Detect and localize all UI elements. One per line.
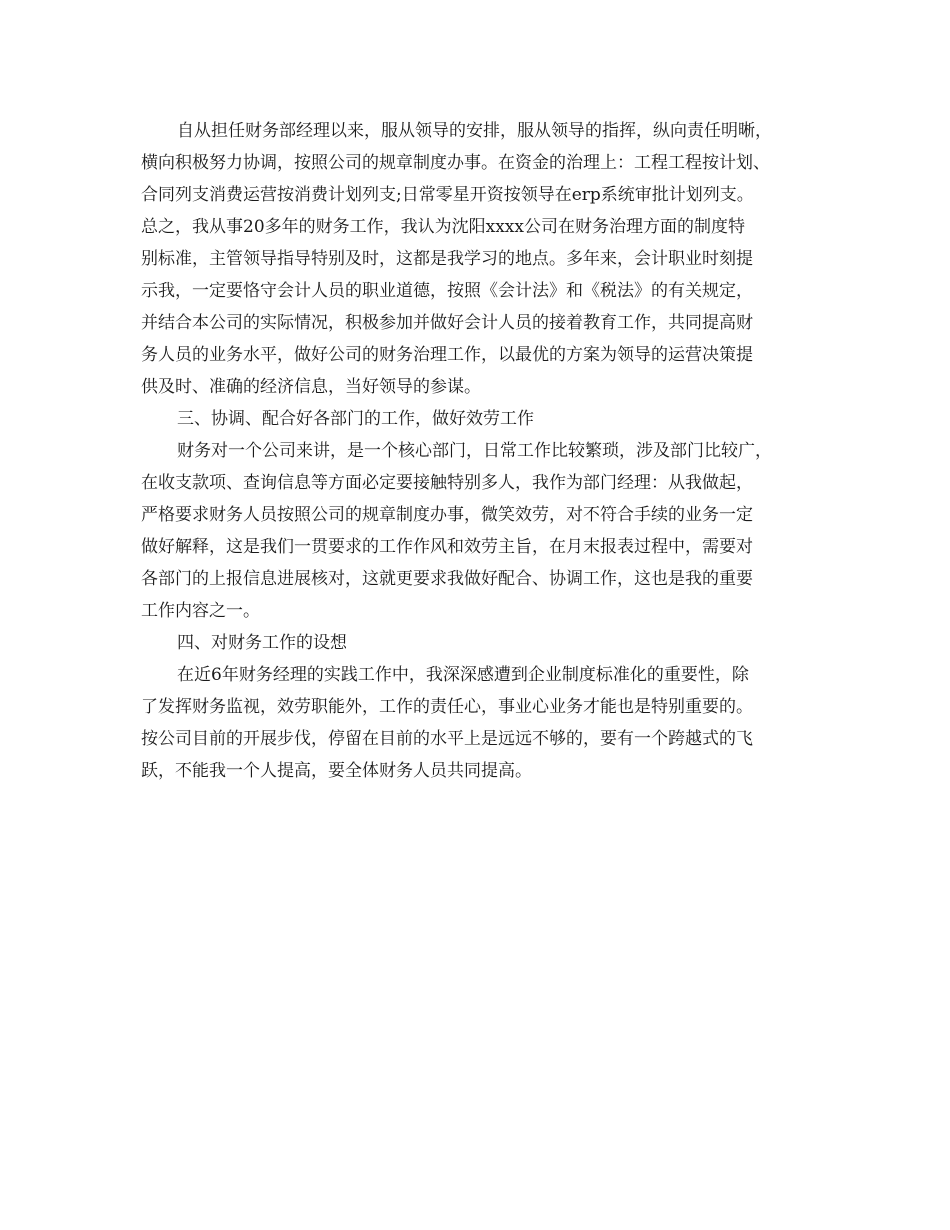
text-line: 横向积极努力协调，按照公司的规章制度办事。在资金的治理上：工程工程按计划、: [141, 153, 770, 173]
text-line: 了发挥财务监视，效劳职能外，工作的责任心，事业心业务才能也是特别重要的。: [141, 697, 753, 717]
text-line: 按公司目前的开展步伐，停留在目前的水平上是远远不够的，要有一个跨越式的飞: [141, 729, 753, 749]
text-line: 跃，不能我一个人提高，要全体财务人员共同提高。: [141, 761, 532, 781]
text-line: 自从担任财务部经理以来，服从领导的安排，服从领导的指挥，纵向责任明晰，: [177, 121, 772, 141]
text-line: 合同列支消费运营按消费计划列支;日常零星开资按领导在erp系统审批计划列支。: [141, 185, 754, 205]
text-line: 务人员的业务水平，做好公司的财务治理工作，以最优的方案为领导的运营决策提: [141, 345, 753, 365]
document-body: [141, 115, 821, 787]
text-line: 并结合本公司的实际情况，积极参加并做好会计人员的接着教育工作，共同提高财: [141, 313, 753, 333]
text-line: 严格要求财务人员按照公司的规章制度办事，微笑效劳，对不符合手续的业务一定: [141, 505, 753, 525]
text-line: 各部门的上报信息进展核对，这就更要求我做好配合、协调工作，这也是我的重要: [141, 569, 753, 589]
text-line: 在近6年财务经理的实践工作中，我深深感遭到企业制度标准化的重要性，除: [177, 665, 749, 685]
text-line: 别标准，主管领导指导特别及时，这都是我学习的地点。多年来，会计职业时刻提: [141, 249, 753, 269]
text-line: 财务对一个公司来讲，是一个核心部门，日常工作比较繁琐，涉及部门比较广，: [177, 441, 772, 461]
text-line: 示我，一定要恪守会计人员的职业道德，按照《会计法》和《税法》的有关规定，: [141, 281, 753, 301]
text-line: 总之，我从事20多年的财务工作，我认为沈阳xxxx公司在财务治理方面的制度特: [141, 217, 745, 237]
text-line: 供及时、准确的经济信息，当好领导的参谋。: [141, 377, 481, 397]
text-line: 做好解释，这是我们一贯要求的工作作风和效劳主旨，在月末报表过程中，需要对: [141, 537, 753, 557]
section-heading: 三、协调、配合好各部门的工作，做好效劳工作: [177, 409, 534, 429]
text-line: 工作内容之一。: [141, 601, 260, 621]
text-line: 在收支款项、查询信息等方面必定要接触特别多人，我作为部门经理：从我做起，: [141, 473, 753, 493]
section-heading: 四、对财务工作的设想: [177, 633, 347, 653]
